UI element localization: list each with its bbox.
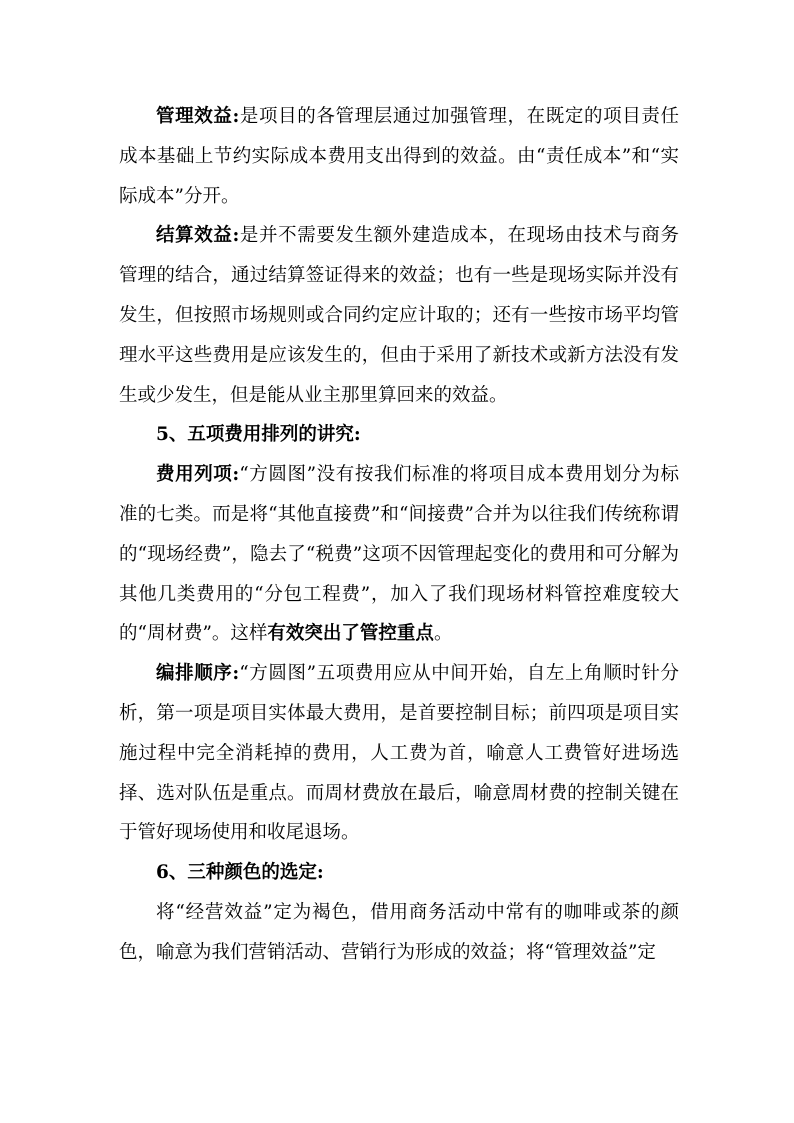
text-colors: 将“经营效益”定为褐色，借用商务活动中常有的咖啡或茶的颜色，喻意为我们营销活动、营销行为形成的效益；将“管理效益”定 bbox=[119, 901, 679, 963]
section-6-heading: 6、三种颜色的选定: bbox=[156, 862, 324, 884]
text-cost-items: “方圆图”没有按我们标准的将项目成本费用划分为标准的七类。而是将“其他直接费”和“间接费”合并为以往我们传统称谓的“现场经费”，隐去了“税费”这项不因管理起变化的费用和可分解为其他几类费用的“分包工程费”，加入了我们现场材料管控难度较大的“周材费”。这样 bbox=[119, 464, 679, 645]
paragraph-management-benefit bbox=[119, 97, 679, 216]
document-body bbox=[119, 97, 679, 973]
paragraph-cost-items bbox=[119, 455, 679, 654]
text-cost-items-end: 。 bbox=[433, 623, 453, 645]
term-cost-items: 费用列项: bbox=[156, 464, 240, 486]
text-settlement-benefit: 是并不需要发生额外建造成本，在现场由技术与商务管理的结合，通过结算签证得来的效益；也有一些是现场实际并没有发生，但按照市场规则或合同约定应计取的；还有一些按市场平均管理水平这些费用是应该发生的，但由于采用了新技术或新方法没有发生或少发生，但是能从业主那里算回来的效益。 bbox=[119, 225, 679, 406]
text-arrangement-order: “方圆图”五项费用应从中间开始，自左上角顺时针分析，第一项是项目实体最大费用，是首要控制目标；前四项是项目实施过程中完全消耗掉的费用，人工费为首，喻意人工费管好进场选择、选对队伍是重点。而周材费放在最后，喻意周材费的控制关键在于管好现场使用和收尾退场。 bbox=[119, 663, 679, 844]
term-management-benefit: 管理效益: bbox=[156, 106, 240, 127]
paragraph-colors bbox=[119, 893, 679, 973]
emphasis-key-control: 有效突出了管控重点 bbox=[267, 623, 434, 645]
term-settlement-benefit: 结算效益: bbox=[156, 225, 240, 247]
paragraph-arrangement-order bbox=[119, 654, 679, 853]
section-5-heading: 5、五项费用排列的讲究: bbox=[156, 424, 361, 446]
text-management-benefit: 是项目的各管理层通过加强管理，在既定的项目责任成本基础上节约实际成本费用支出得到的效益。由“责任成本”和“实际成本”分开。 bbox=[119, 106, 679, 207]
term-arrangement-order: 编排顺序: bbox=[156, 663, 240, 685]
paragraph-settlement-benefit bbox=[119, 216, 679, 415]
